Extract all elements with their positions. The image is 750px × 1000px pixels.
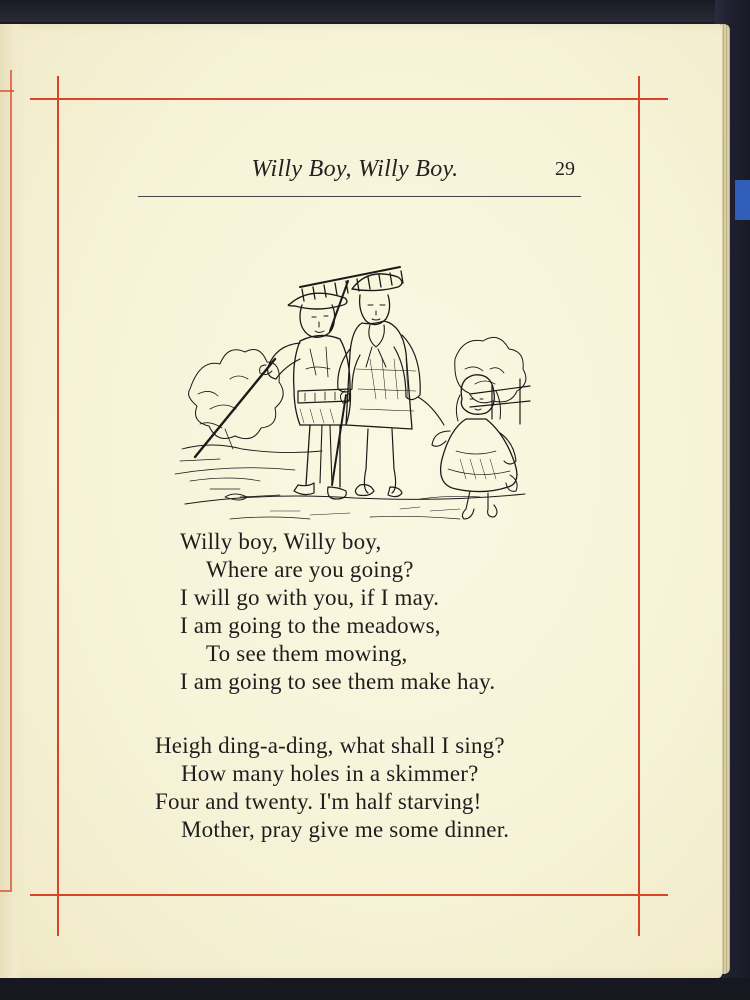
verse-line: Heigh ding-a-ding, what shall I sing? [155, 733, 505, 758]
verse-line: Where are you going? [206, 557, 414, 582]
header-rule [138, 196, 581, 197]
engraving-illustration [170, 219, 540, 534]
book-page [0, 24, 722, 978]
verse-stanza-1 [180, 528, 495, 696]
facing-page-border-top [0, 90, 14, 92]
page-number: 29 [555, 158, 575, 180]
page-gutter [0, 24, 24, 978]
running-title: Willy Boy, Willy Boy. [251, 156, 459, 182]
border-rule-top [30, 98, 668, 100]
cover-blue-stripe [735, 180, 750, 220]
verse-line: How many holes in a skimmer? [181, 761, 479, 786]
verse-line: I am going to see them make hay. [180, 669, 496, 694]
verse-line: Willy boy, Willy boy, [180, 529, 382, 554]
verse-line: Mother, pray give me some dinner. [181, 817, 510, 842]
verse-line: I will go with you, if I may. [180, 585, 440, 610]
verse-line: I am going to the meadows, [180, 613, 441, 638]
verse-stanza-2 [155, 732, 509, 844]
verse-line: Four and twenty. I'm half starving! [155, 789, 482, 814]
border-rule-left [57, 76, 59, 936]
book-cover-bottom [0, 978, 750, 1000]
book-cover-top [0, 0, 750, 22]
facing-page-border-bottom [0, 890, 12, 892]
border-rule-bottom [30, 894, 668, 896]
facing-page-border-rule [10, 70, 12, 890]
border-rule-right [638, 76, 640, 936]
verse-line: To see them mowing, [206, 641, 408, 666]
